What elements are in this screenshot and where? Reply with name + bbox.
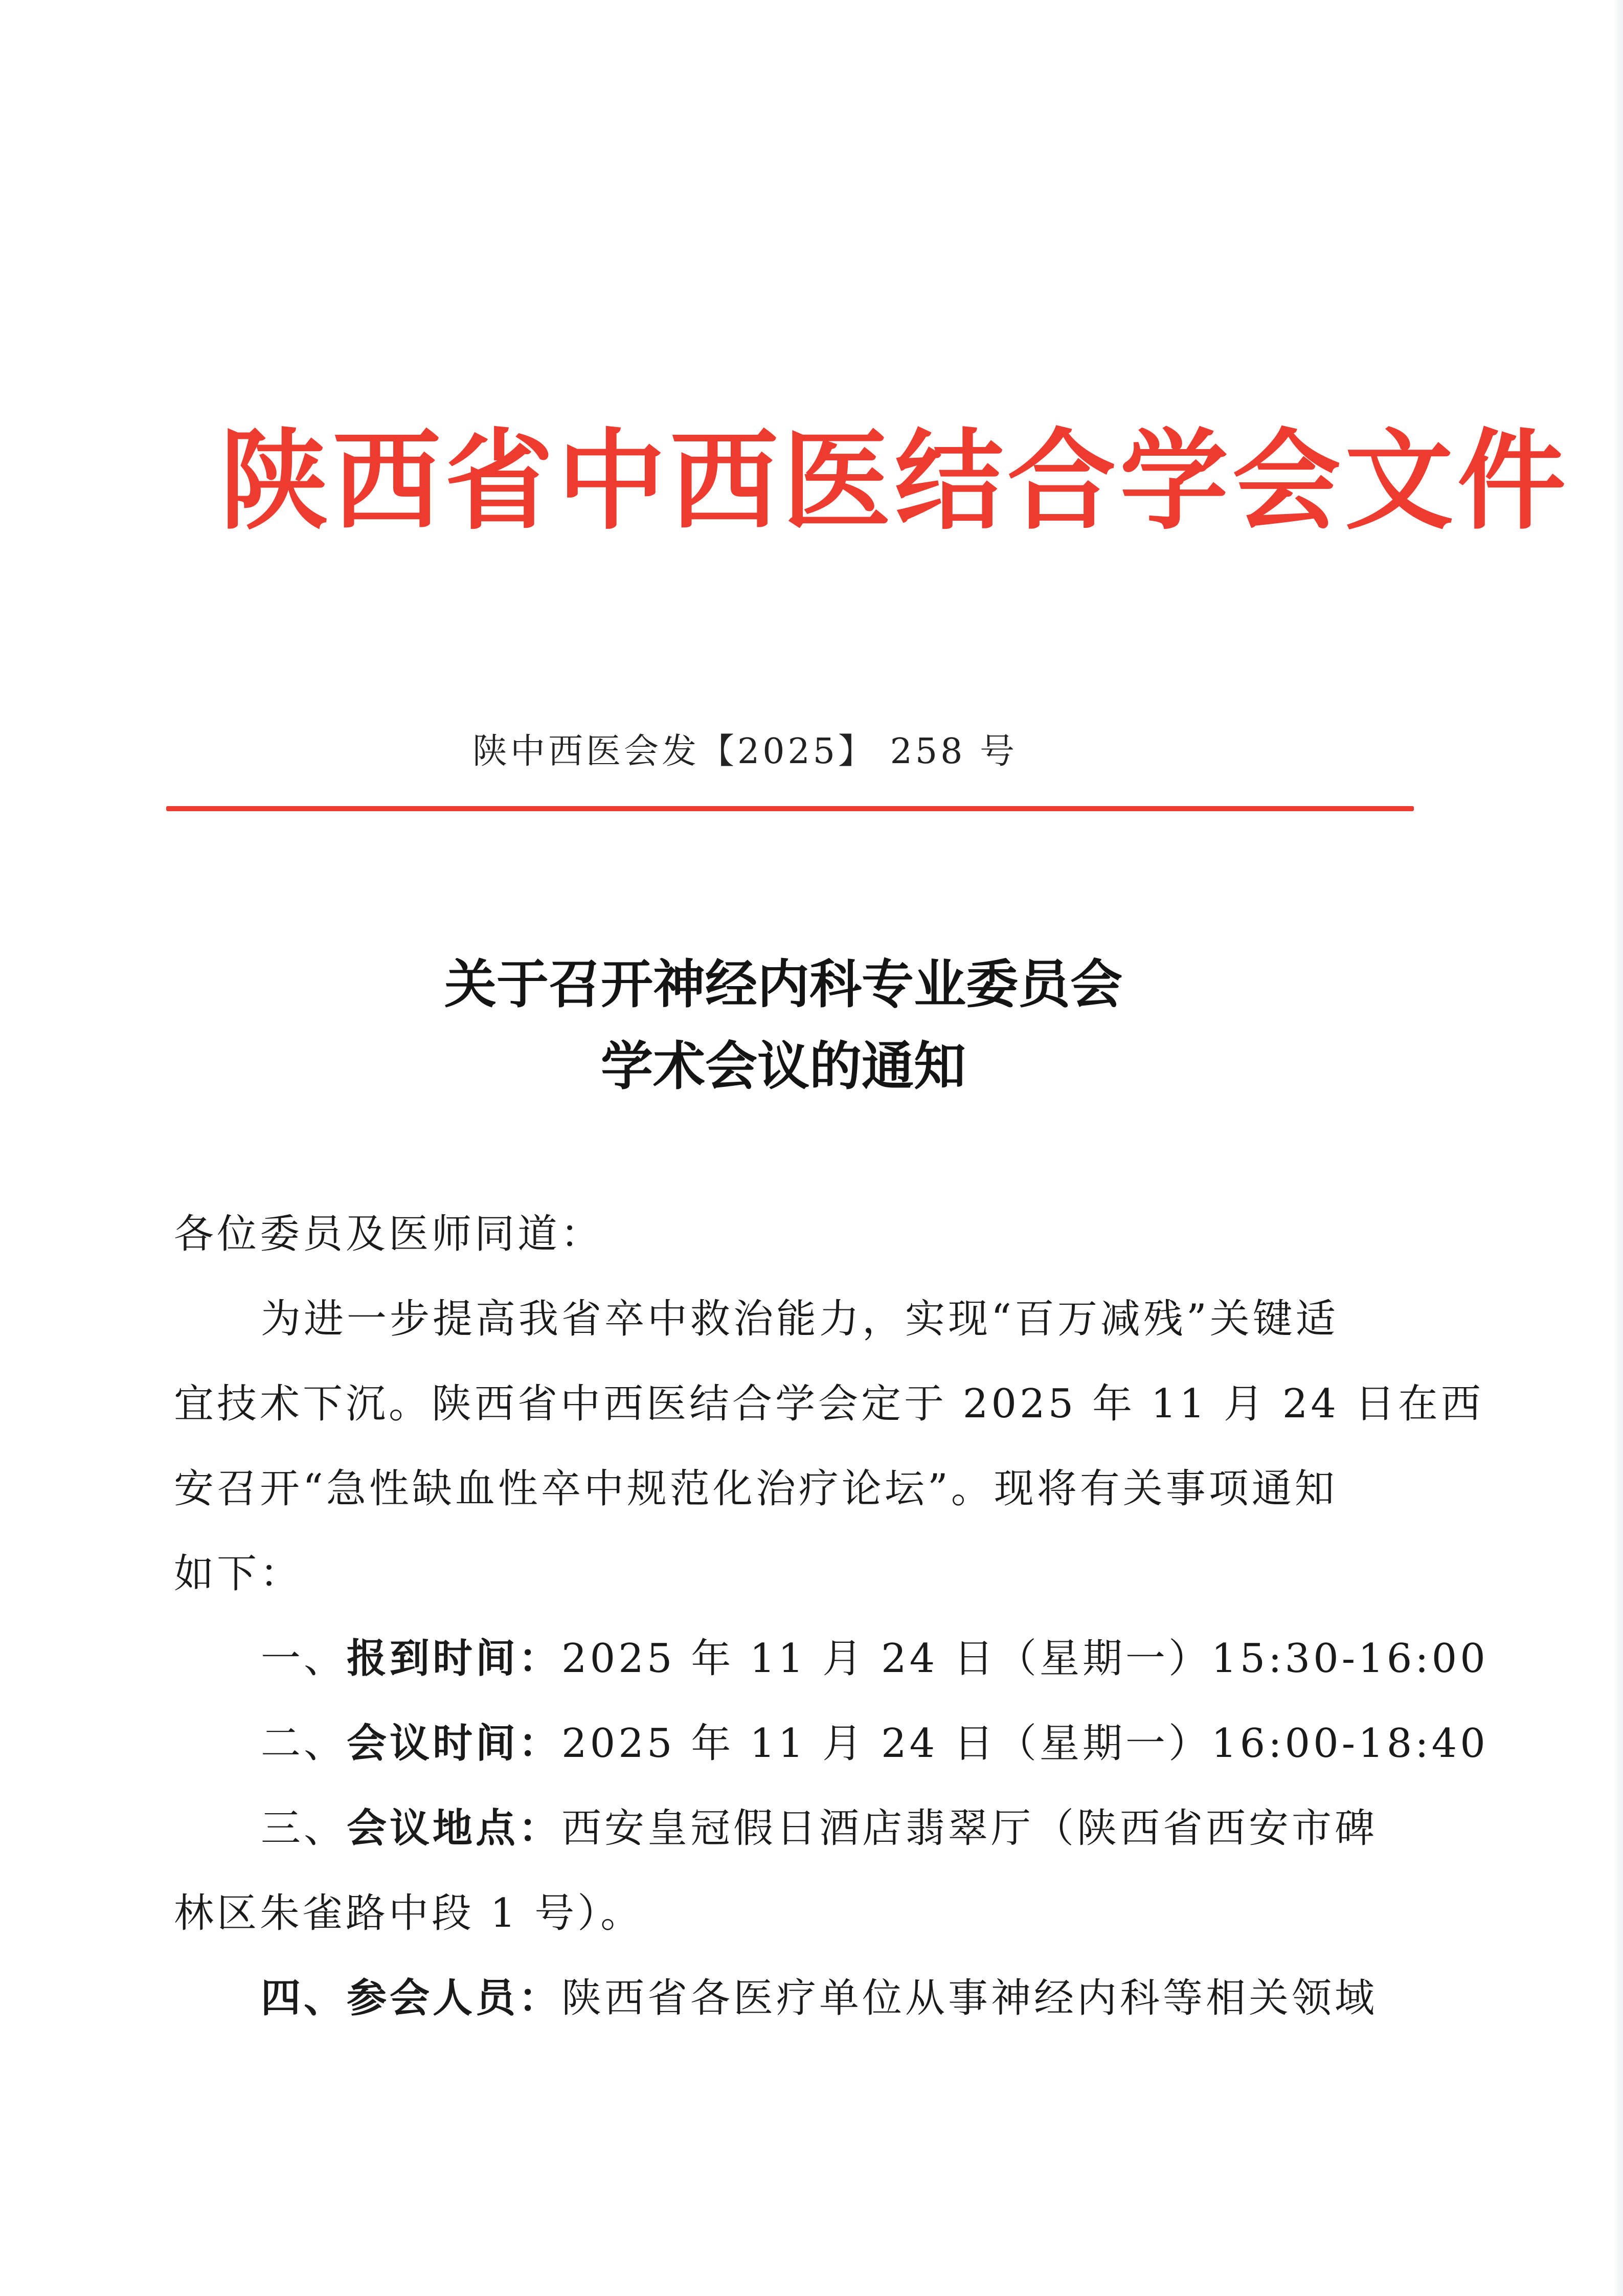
item-prefix: 四、 (261, 1975, 347, 2021)
notice-title (0, 944, 1623, 1107)
item-attendees (174, 1956, 1411, 2041)
salutation: 各位委员及医师同道： (174, 1211, 604, 1257)
item-prefix: 三、 (261, 1805, 347, 1852)
notice-title-line-2: 学术会议的通知 (601, 1036, 966, 1097)
intro-line-4: 如下： (174, 1551, 303, 1597)
intro-line-2: 宜技术下沉。陕西省中西医结合学会定于 2025 年 11 月 24 日在西 (174, 1381, 1484, 1427)
item-label: 会议时间： (347, 1720, 562, 1767)
intro-line-3: 安召开“急性缺血性卒中规范化治疗论坛”。现将有关事项通知 (174, 1466, 1338, 1512)
notice-body (174, 1192, 1489, 2041)
item-text: 西安皇冠假日酒店翡翠厅（陕西省西安市碑 (561, 1805, 1378, 1852)
scan-edge-shadow (1614, 0, 1623, 2296)
item-label: 会议地点： (347, 1805, 562, 1852)
intro-line-1: 为进一步提高我省卒中救治能力，实现“百万减残”关键适 (261, 1296, 1339, 1342)
item-label: 报到时间： (347, 1635, 562, 1682)
item-meeting-time (174, 1701, 1489, 1786)
org-file-title: 陕西省中西医结合学会文件 (220, 417, 1570, 544)
item-checkin-time (174, 1616, 1489, 1701)
item-text: 陕西省各医疗单位从事神经内科等相关领域 (561, 1975, 1378, 2021)
notice-title-line-1: 关于召开神经内科专业委员会 (444, 954, 1122, 1015)
item-prefix: 一、 (261, 1636, 347, 1682)
item-meeting-venue-continuation: 林区朱雀路中段 1 号）。 (174, 1890, 644, 1936)
item-meeting-venue (174, 1786, 1411, 1871)
item-prefix: 二、 (261, 1721, 347, 1767)
item-label: 参会人员： (347, 1975, 562, 2021)
item-text: 2025 年 11 月 24 日（星期一）15:30-16:00 (561, 1636, 1489, 1682)
document-number: 陕中西医会发【2025】 258 号 (472, 731, 1018, 772)
red-divider-line (166, 806, 1414, 811)
item-text: 2025 年 11 月 24 日（星期一）16:00-18:40 (561, 1721, 1489, 1767)
